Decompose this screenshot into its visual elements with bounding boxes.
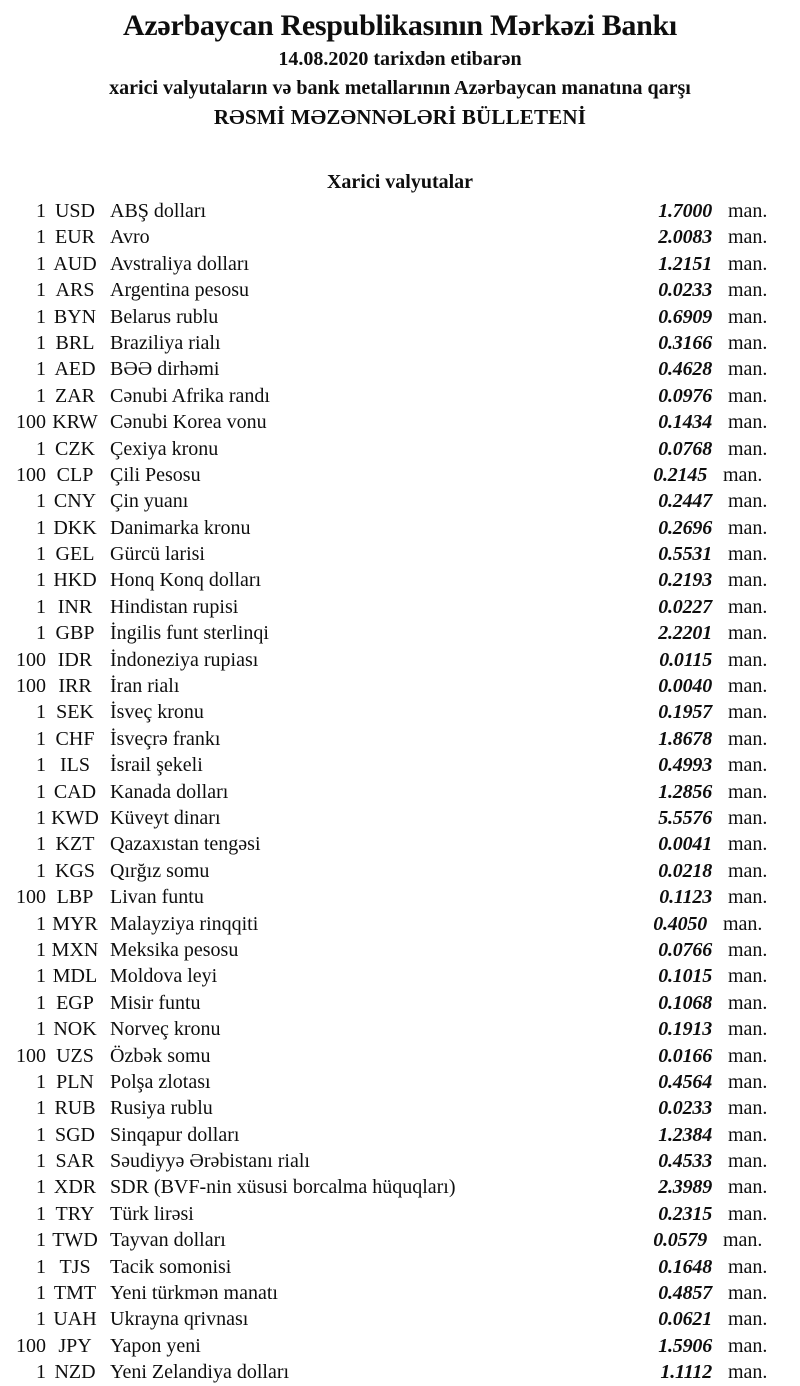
unit-label-cell: man.	[723, 1229, 763, 1252]
rate-value-cell: 0.0227	[658, 595, 712, 618]
currency-name-cell: Tayvan dolları	[110, 1229, 226, 1252]
currency-code-cell: ARS	[55, 279, 95, 302]
currency-name-cell: Honq Konq dolları	[110, 569, 262, 592]
quantity-cell: 1	[36, 859, 46, 882]
currency-code-cell: CHF	[55, 727, 95, 750]
rate-value-cell: 0.0166	[658, 1044, 712, 1067]
rate-value-cell: 0.0579	[653, 1229, 707, 1252]
rate-row	[0, 251, 800, 277]
currency-name-cell: Danimarka kronu	[110, 516, 251, 539]
rate-value-cell: 0.2145	[653, 463, 707, 486]
unit-label-cell: man.	[728, 1097, 768, 1120]
rate-value-cell: 1.2151	[658, 252, 712, 275]
currency-code-cell: UZS	[56, 1044, 94, 1067]
quantity-cell: 1	[36, 1070, 46, 1093]
unit-label-cell: man.	[728, 938, 768, 961]
rate-value-cell: 0.0768	[658, 437, 712, 460]
currency-code-cell: TRY	[55, 1202, 95, 1225]
unit-label-cell: man.	[728, 1361, 768, 1384]
unit-label-cell: man.	[728, 595, 768, 618]
quantity-cell: 100	[16, 463, 46, 486]
currency-code-cell: CAD	[53, 780, 97, 803]
rate-row	[0, 699, 800, 725]
rate-row	[0, 1174, 800, 1200]
rate-row	[0, 1043, 800, 1069]
quantity-cell: 1	[36, 384, 46, 407]
unit-label-cell: man.	[728, 833, 768, 856]
rate-row	[0, 1148, 800, 1174]
unit-label-cell: man.	[728, 965, 768, 988]
quantity-cell: 1	[36, 543, 46, 566]
effective-date-line: 14.08.2020 tarixdən etibarən	[278, 48, 522, 70]
quantity-cell: 1	[36, 833, 46, 856]
unit-label-cell: man.	[728, 727, 768, 750]
rate-value-cell: 0.2696	[658, 516, 712, 539]
rate-row	[0, 937, 800, 963]
currency-code-cell: MDL	[52, 965, 98, 988]
unit-label-cell: man.	[728, 1123, 768, 1146]
rate-value-cell: 0.1648	[658, 1255, 712, 1278]
unit-label-cell: man.	[728, 1255, 768, 1278]
currency-name-cell: Argentina pesosu	[110, 279, 250, 302]
rate-row	[0, 567, 800, 593]
currency-name-cell: Yeni Zelandiya dolları	[110, 1361, 290, 1384]
rate-value-cell: 0.0041	[658, 833, 712, 856]
currency-code-cell: NOK	[53, 1018, 97, 1041]
rate-row	[0, 594, 800, 620]
rate-row	[0, 1254, 800, 1280]
currency-code-cell: UAH	[53, 1308, 97, 1331]
currency-name-cell: Cənubi Afrika randı	[110, 384, 270, 407]
quantity-cell: 1	[36, 358, 46, 381]
unit-label-cell: man.	[728, 622, 768, 645]
quantity-cell: 100	[16, 648, 46, 671]
currency-name-cell: Avstraliya dolları	[110, 252, 250, 275]
quantity-cell: 1	[36, 1202, 46, 1225]
currency-code-cell: CLP	[56, 463, 94, 486]
currency-name-cell: Meksika pesosu	[110, 938, 239, 961]
currency-name-cell: Norveç kronu	[110, 1018, 221, 1041]
unit-label-cell: man.	[728, 437, 768, 460]
currency-name-cell: Səudiyyə Ərəbistanı rialı	[110, 1150, 310, 1173]
unit-label-cell: man.	[728, 1070, 768, 1093]
rate-value-cell: 0.1957	[658, 701, 712, 724]
rate-row	[0, 488, 800, 514]
rate-value-cell: 0.0233	[658, 1097, 712, 1120]
currency-code-cell: TWD	[52, 1229, 98, 1252]
rate-row	[0, 1069, 800, 1095]
quantity-cell: 1	[36, 1308, 46, 1331]
currency-code-cell: LBP	[56, 886, 94, 909]
quantity-cell: 1	[36, 912, 46, 935]
rate-value-cell: 0.4857	[658, 1282, 712, 1305]
rate-value-cell: 2.2201	[658, 622, 712, 645]
quantity-cell: 1	[36, 1229, 46, 1252]
unit-label-cell: man.	[728, 806, 768, 829]
unit-label-cell: man.	[728, 569, 768, 592]
quantity-cell: 1	[36, 806, 46, 829]
quantity-cell: 100	[16, 675, 46, 698]
quantity-cell: 1	[36, 490, 46, 513]
unit-label-cell: man.	[728, 1202, 768, 1225]
quantity-cell: 1	[36, 200, 46, 222]
unit-label-cell: man.	[728, 1018, 768, 1041]
currency-code-cell: CNY	[53, 490, 97, 513]
currency-name-cell: Özbək somu	[110, 1044, 211, 1067]
currency-code-cell: JPY	[58, 1334, 92, 1357]
rate-row	[0, 779, 800, 805]
currency-name-cell: SDR (BVF-nin xüsusi borcalma hüquqları)	[110, 1176, 456, 1199]
rate-row	[0, 1280, 800, 1306]
currency-name-cell: Qırğız somu	[110, 859, 210, 882]
bulletin-title: RƏSMİ MƏZƏNNƏLƏRİ BÜLLETENİ	[213, 105, 587, 129]
rate-value-cell: 0.2193	[658, 569, 712, 592]
currency-code-cell: RUB	[54, 1097, 96, 1120]
bank-title: Azərbaycan Respublikasının Mərkəzi Bankı	[123, 9, 677, 42]
rate-value-cell: 0.0115	[659, 648, 712, 671]
quantity-cell: 1	[36, 727, 46, 750]
rate-value-cell: 1.7000	[658, 200, 712, 222]
rate-value-cell: 0.1015	[658, 965, 712, 988]
rate-value-cell: 0.1068	[658, 991, 712, 1014]
rate-value-cell: 0.0621	[658, 1308, 712, 1331]
quantity-cell: 1	[36, 965, 46, 988]
rate-value-cell: 0.4993	[658, 754, 712, 777]
quantity-cell: 1	[36, 938, 46, 961]
currency-code-cell: CZK	[55, 437, 95, 460]
unit-label-cell: man.	[728, 675, 768, 698]
rate-row	[0, 1122, 800, 1148]
rate-row	[0, 356, 800, 382]
currency-code-cell: IRR	[58, 675, 92, 698]
rate-value-cell: 0.2315	[658, 1202, 712, 1225]
rate-value-cell: 5.5576	[658, 806, 712, 829]
currency-name-cell: Yapon yeni	[110, 1334, 201, 1357]
currency-code-cell: NZD	[54, 1361, 96, 1384]
quantity-cell: 100	[16, 1334, 46, 1357]
document-header	[0, 0, 800, 132]
rate-row	[0, 884, 800, 910]
rate-value-cell: 0.6909	[658, 305, 712, 328]
currency-name-cell: Rusiya rublu	[110, 1097, 213, 1120]
rate-row	[0, 1016, 800, 1042]
rate-value-cell: 0.1913	[658, 1018, 712, 1041]
quantity-cell: 1	[36, 331, 46, 354]
currency-code-cell: HKD	[53, 569, 97, 592]
rate-value-cell: 0.4050	[653, 912, 707, 935]
currency-code-cell: MXN	[51, 938, 99, 961]
rate-row	[0, 620, 800, 646]
currency-name-cell: İndoneziya rupiası	[110, 648, 259, 671]
quantity-cell: 1	[36, 1018, 46, 1041]
rate-row	[0, 330, 800, 356]
quantity-cell: 1	[36, 569, 46, 592]
currency-code-cell: IDR	[57, 648, 93, 671]
rate-row	[0, 1095, 800, 1121]
currency-name-cell: Küveyt dinarı	[110, 806, 221, 829]
rate-value-cell: 0.4628	[658, 358, 712, 381]
rate-value-cell: 0.1434	[658, 411, 712, 434]
quantity-cell: 1	[36, 226, 46, 249]
rates-table	[0, 198, 800, 1386]
currency-name-cell: Avro	[110, 226, 150, 249]
unit-label-cell: man.	[728, 226, 768, 249]
quantity-cell: 1	[36, 1282, 46, 1305]
rate-row	[0, 515, 800, 541]
quantity-cell: 100	[16, 411, 46, 434]
quantity-cell: 1	[36, 780, 46, 803]
rate-value-cell: 1.5906	[658, 1334, 712, 1357]
rate-value-cell: 1.2856	[658, 780, 712, 803]
currency-code-cell: MYR	[52, 912, 98, 935]
currency-name-cell: Tacik somonisi	[110, 1255, 232, 1278]
quantity-cell: 1	[36, 516, 46, 539]
rate-value-cell: 0.5531	[658, 543, 712, 566]
rate-row	[0, 673, 800, 699]
bulletin-subtitle: xarici valyutaların və bank metallarının Azərbaycan manatına qarşı	[109, 77, 691, 99]
currency-code-cell: AED	[54, 358, 96, 381]
quantity-cell: 1	[36, 305, 46, 328]
currency-code-cell: TMT	[53, 1282, 97, 1305]
unit-label-cell: man.	[728, 780, 768, 803]
rate-row	[0, 752, 800, 778]
currency-name-cell: İsrail şekeli	[110, 754, 203, 777]
rate-value-cell: 2.0083	[658, 226, 712, 249]
currency-name-cell: Sinqapur dolları	[110, 1123, 240, 1146]
unit-label-cell: man.	[728, 279, 768, 302]
unit-label-cell: man.	[728, 701, 768, 724]
quantity-cell: 1	[36, 1176, 46, 1199]
currency-code-cell: GBP	[55, 622, 95, 645]
currency-code-cell: SAR	[55, 1150, 95, 1173]
rate-row	[0, 304, 800, 330]
currency-code-cell: BYN	[53, 305, 97, 328]
rate-row	[0, 277, 800, 303]
rate-row	[0, 911, 800, 937]
currency-name-cell: Gürcü larisi	[110, 543, 205, 566]
unit-label-cell: man.	[728, 490, 768, 513]
unit-label-cell: man.	[728, 1334, 768, 1357]
currency-code-cell: DKK	[53, 516, 97, 539]
rate-row	[0, 1227, 800, 1253]
currency-name-cell: Braziliya rialı	[110, 331, 221, 354]
currency-name-cell: İran rialı	[110, 675, 180, 698]
currency-name-cell: ABŞ dolları	[110, 200, 207, 222]
rate-value-cell: 0.1123	[659, 886, 712, 909]
rate-row	[0, 647, 800, 673]
currency-name-cell: Livan funtu	[110, 886, 204, 909]
currency-code-cell: EUR	[55, 226, 95, 249]
quantity-cell: 1	[36, 252, 46, 275]
rate-value-cell: 0.0976	[658, 384, 712, 407]
unit-label-cell: man.	[723, 912, 763, 935]
rate-value-cell: 0.2447	[658, 490, 712, 513]
rate-value-cell: 1.8678	[658, 727, 712, 750]
unit-label-cell: man.	[723, 463, 763, 486]
currency-code-cell: SEK	[56, 701, 94, 724]
currency-name-cell: Çin yuanı	[110, 490, 189, 513]
quantity-cell: 1	[36, 1097, 46, 1120]
currency-name-cell: Qazaxıstan tengəsi	[110, 833, 261, 856]
section-title-foreign-currencies: Xarici valyutalar	[326, 171, 474, 193]
unit-label-cell: man.	[728, 859, 768, 882]
currency-name-cell: Polşa zlotası	[110, 1070, 211, 1093]
unit-label-cell: man.	[728, 648, 768, 671]
unit-label-cell: man.	[728, 358, 768, 381]
currency-code-cell: ZAR	[55, 384, 95, 407]
rate-row	[0, 990, 800, 1016]
unit-label-cell: man.	[728, 1308, 768, 1331]
currency-code-cell: AUD	[53, 252, 97, 275]
rate-row	[0, 409, 800, 435]
quantity-cell: 1	[36, 279, 46, 302]
currency-code-cell: BRL	[55, 331, 95, 354]
currency-name-cell: Kanada dolları	[110, 780, 229, 803]
rate-row	[0, 436, 800, 462]
rate-row	[0, 541, 800, 567]
currency-name-cell: Türk lirəsi	[110, 1202, 194, 1225]
rate-value-cell: 1.1112	[660, 1361, 712, 1384]
currency-name-cell: Malayziya rinqqiti	[110, 912, 259, 935]
quantity-cell: 1	[36, 754, 46, 777]
rate-row	[0, 224, 800, 250]
currency-code-cell: USD	[54, 200, 95, 222]
rate-row	[0, 1359, 800, 1385]
unit-label-cell: man.	[728, 754, 768, 777]
rate-value-cell: 1.2384	[658, 1123, 712, 1146]
rate-row	[0, 726, 800, 752]
unit-label-cell: man.	[728, 886, 768, 909]
unit-label-cell: man.	[728, 516, 768, 539]
currency-code-cell: PLN	[56, 1070, 94, 1093]
currency-name-cell: Çexiya kronu	[110, 437, 219, 460]
rate-row	[0, 858, 800, 884]
rate-value-cell: 0.3166	[658, 331, 712, 354]
unit-label-cell: man.	[728, 411, 768, 434]
currency-code-cell: SGD	[54, 1123, 95, 1146]
currency-name-cell: İsveç kronu	[110, 701, 204, 724]
unit-label-cell: man.	[728, 200, 768, 222]
rate-value-cell: 0.0766	[658, 938, 712, 961]
rate-value-cell: 0.0233	[658, 279, 712, 302]
currency-code-cell: KWD	[51, 806, 99, 829]
rate-value-cell: 0.0218	[658, 859, 712, 882]
quantity-cell: 100	[16, 886, 46, 909]
unit-label-cell: man.	[728, 331, 768, 354]
unit-label-cell: man.	[728, 1176, 768, 1199]
quantity-cell: 1	[36, 1123, 46, 1146]
unit-label-cell: man.	[728, 384, 768, 407]
currency-code-cell: KRW	[52, 411, 98, 434]
quantity-cell: 1	[36, 622, 46, 645]
rate-row	[0, 805, 800, 831]
currency-name-cell: Moldova leyi	[110, 965, 218, 988]
unit-label-cell: man.	[728, 305, 768, 328]
unit-label-cell: man.	[728, 1282, 768, 1305]
rate-row	[0, 383, 800, 409]
currency-code-cell: INR	[57, 595, 93, 618]
rate-value-cell: 2.3989	[658, 1176, 712, 1199]
currency-code-cell: XDR	[53, 1176, 97, 1199]
currency-code-cell: EGP	[56, 991, 94, 1014]
currency-name-cell: Çili Pesosu	[110, 463, 201, 486]
currency-name-cell: Belarus rublu	[110, 305, 219, 328]
currency-name-cell: Yeni türkmən manatı	[110, 1282, 278, 1305]
rate-row	[0, 198, 800, 224]
currency-name-cell: Cənubi Korea vonu	[110, 411, 267, 434]
rate-row	[0, 963, 800, 989]
currency-code-cell: GEL	[55, 543, 95, 566]
currency-name-cell: Hindistan rupisi	[110, 595, 239, 618]
unit-label-cell: man.	[728, 1150, 768, 1173]
rate-row	[0, 831, 800, 857]
rate-value-cell: 0.4533	[658, 1150, 712, 1173]
unit-label-cell: man.	[728, 252, 768, 275]
rate-row	[0, 1306, 800, 1332]
quantity-cell: 1	[36, 437, 46, 460]
unit-label-cell: man.	[728, 543, 768, 566]
currency-name-cell: Misir funtu	[110, 991, 201, 1014]
rate-row	[0, 1201, 800, 1227]
currency-code-cell: KZT	[55, 833, 95, 856]
unit-label-cell: man.	[728, 1044, 768, 1067]
rate-row	[0, 462, 800, 488]
currency-code-cell: ILS	[60, 754, 90, 777]
quantity-cell: 1	[36, 701, 46, 724]
rate-row	[0, 1333, 800, 1359]
currency-name-cell: Ukrayna qrivnası	[110, 1308, 249, 1331]
quantity-cell: 1	[36, 595, 46, 618]
quantity-cell: 1	[36, 1361, 46, 1384]
currency-name-cell: BƏƏ dirhəmi	[110, 358, 220, 381]
currency-code-cell: KGS	[54, 859, 95, 882]
rate-value-cell: 0.0040	[658, 675, 712, 698]
currency-code-cell: TJS	[59, 1255, 91, 1278]
rate-value-cell: 0.4564	[658, 1070, 712, 1093]
quantity-cell: 1	[36, 1255, 46, 1278]
quantity-cell: 100	[16, 1044, 46, 1067]
unit-label-cell: man.	[728, 991, 768, 1014]
quantity-cell: 1	[36, 991, 46, 1014]
currency-name-cell: İngilis funt sterlinqi	[110, 622, 269, 645]
currency-name-cell: İsveçrə frankı	[110, 727, 221, 750]
quantity-cell: 1	[36, 1150, 46, 1173]
